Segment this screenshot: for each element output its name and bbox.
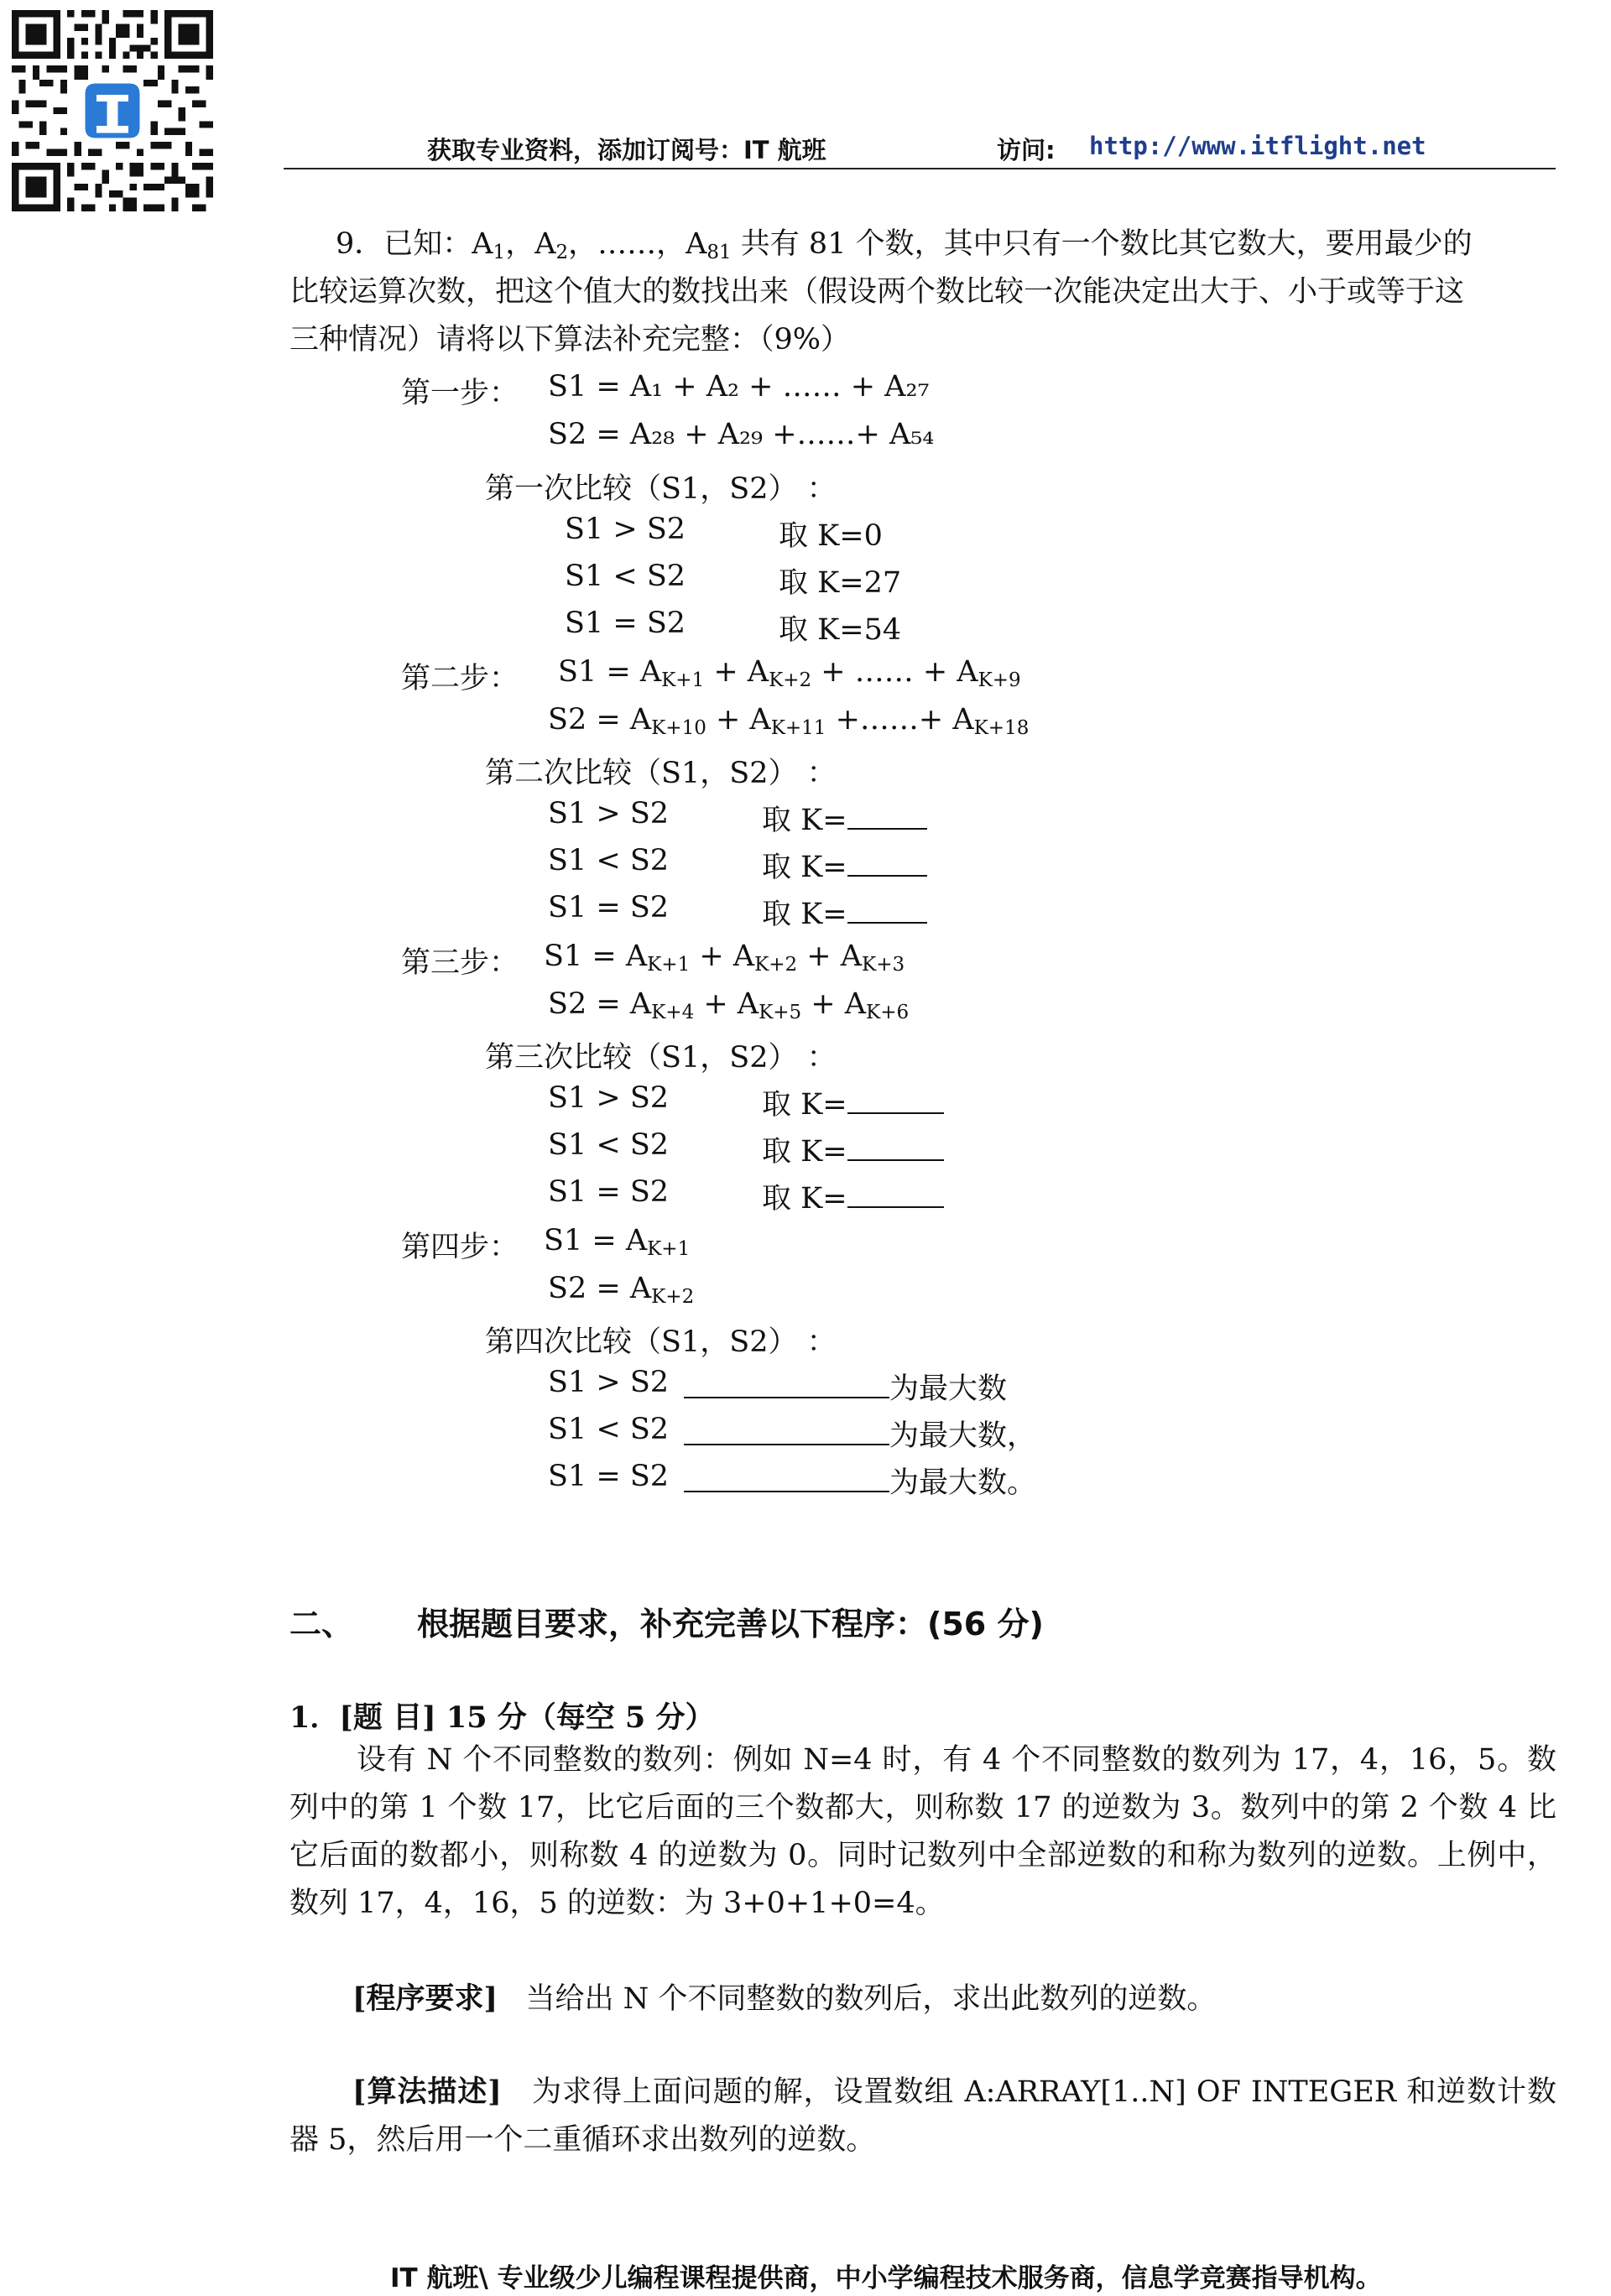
answer-blank[interactable]: [684, 1372, 889, 1398]
step2-lt-result: 取 K=: [762, 844, 927, 886]
answer-blank[interactable]: [847, 897, 927, 924]
step2-gt-result: 取 K=: [762, 797, 927, 839]
section2-title: 根据题目要求，补充完善以下程序：(56 分): [417, 1606, 1044, 1643]
step1-compare-title: 第一次比较（S1，S2） ：: [485, 472, 837, 506]
step1-lt-result: 取 K=27: [779, 566, 902, 600]
answer-blank[interactable]: [847, 1134, 944, 1161]
step3-label: 第三步：: [401, 946, 519, 980]
step1-eq: S1 = S2: [565, 607, 686, 640]
step3-eq-result: 取 K=: [762, 1175, 944, 1217]
step2-eq-result: 取 K=: [762, 891, 927, 933]
q9-intro-line1: 9．已知：$A_1$，$A_2$，……，$A_{81}$ 共有 81 个数，其中只有一个数比其它数大，要用最少的: [336, 227, 1473, 263]
step4-label: 第四步：: [401, 1231, 519, 1264]
header-title: 获取专业资料，添加订阅号：IT 航班: [427, 136, 826, 164]
q9-intro-line3: 三种情况）请将以下算法补充完整：（9%）: [289, 323, 851, 357]
step3-gt-result: 取 K=: [762, 1081, 944, 1123]
step1-gt: S1 > S2: [565, 513, 686, 546]
step2-s1-formula: $S1 = A_{K+1} + A_{K+2}$ + …… + $A_{K+9}$: [558, 655, 1021, 691]
answer-blank[interactable]: [684, 1466, 889, 1492]
step3-lt: S1 < S2: [548, 1128, 670, 1162]
step4-eq: S1 = S2: [548, 1460, 670, 1493]
header-divider: [284, 168, 1556, 169]
step2-eq: S1 = S2: [548, 891, 670, 924]
step2-gt: S1 > S2: [548, 797, 670, 830]
header-url-link[interactable]: http://www.itflight.net: [1089, 132, 1426, 160]
step4-s2-formula: $S2 = A_{K+2}$: [548, 1272, 695, 1308]
answer-blank[interactable]: [847, 1181, 944, 1208]
step4-gt-result: 为最大数: [684, 1366, 1007, 1408]
step3-lt-result: 取 K=: [762, 1128, 944, 1170]
step1-s2-formula: S2 = A₂₈ + A₂₉ +……+ A₅₄: [548, 418, 935, 451]
step4-compare-title: 第四次比较（S1，S2） ：: [485, 1325, 837, 1359]
step4-eq-result: 为最大数。: [684, 1460, 1036, 1502]
step3-gt: S1 > S2: [548, 1081, 670, 1115]
step4-lt-result: 为最大数，: [684, 1413, 1036, 1455]
step4-s1-formula: $S1 = A_{K+1}$: [544, 1224, 691, 1260]
step1-lt: S1 < S2: [565, 560, 686, 593]
step4-gt: S1 > S2: [548, 1366, 670, 1399]
section2-number: 二、: [289, 1606, 354, 1643]
step3-s1-formula: $S1 = A_{K+1} + A_{K+2} + A_{K+3}$: [544, 940, 905, 976]
q9-intro-line2: 比较运算次数，把这个值大的数找出来（假设两个数比较一次能决定出大于、小于或等于这: [289, 275, 1465, 309]
problem1-heading: 1．[题 目] 15 分（每空 5 分）: [289, 1700, 715, 1735]
page-footer: IT 航班\ 专业级少儿编程课程提供商，中小学编程技术服务商，信息学竞赛指导机构。: [390, 2263, 1382, 2293]
answer-blank[interactable]: [847, 803, 927, 830]
step2-s2-formula: $S2 = A_{K+10} + A_{K+11}$ +……+ $A_{K+18}$: [548, 703, 1030, 739]
step3-compare-title: 第三次比较（S1，S2） ：: [485, 1041, 837, 1075]
step4-lt: S1 < S2: [548, 1413, 670, 1446]
answer-blank[interactable]: [684, 1419, 889, 1445]
step2-lt: S1 < S2: [548, 844, 670, 877]
algorithm-description: [算法描述] 为求得上面问题的解，设置数组 A:ARRAY[1..N] OF INTEGER 和逆数计数器 5，然后用一个二重循环求出数列的逆数。: [289, 2075, 1556, 2157]
answer-blank[interactable]: [847, 1087, 944, 1114]
step1-gt-result: 取 K=0: [779, 519, 883, 553]
step2-label: 第二步：: [401, 662, 519, 695]
step1-s1-formula: S1 = A₁ + A₂ + …… + A₂₇: [548, 370, 930, 403]
step1-eq-result: 取 K=54: [779, 613, 902, 647]
step3-s2-formula: $S2 = A_{K+4} + A_{K+5} + A_{K+6}$: [548, 987, 910, 1023]
qr-code-image: [12, 10, 213, 211]
answer-blank[interactable]: [847, 850, 927, 877]
step2-compare-title: 第二次比较（S1，S2） ：: [485, 757, 837, 790]
step3-eq: S1 = S2: [548, 1175, 670, 1209]
program-requirement: [程序要求] 当给出 N 个不同整数的数列后，求出此数列的逆数。: [352, 1981, 1217, 2016]
problem1-description: 设有 N 个不同整数的数列：例如 N=4 时，有 4 个不同整数的数列为 17，4，16，5。数列中的第 1 个数 17，比它后面的三个数都大，则称数 17 的逆数为 3。数列中的第 2 个数 4 比它后面的数都小，则称数 4 的逆数为 0。同时记数列中全部逆数的和称为数列的逆数。上例中，数列 17，4，16，5 的逆数：为 3+0+1+0=4。: [289, 1743, 1556, 1920]
step1-label: 第一步：: [401, 377, 519, 410]
header-visit-label: 访问:: [997, 136, 1056, 164]
